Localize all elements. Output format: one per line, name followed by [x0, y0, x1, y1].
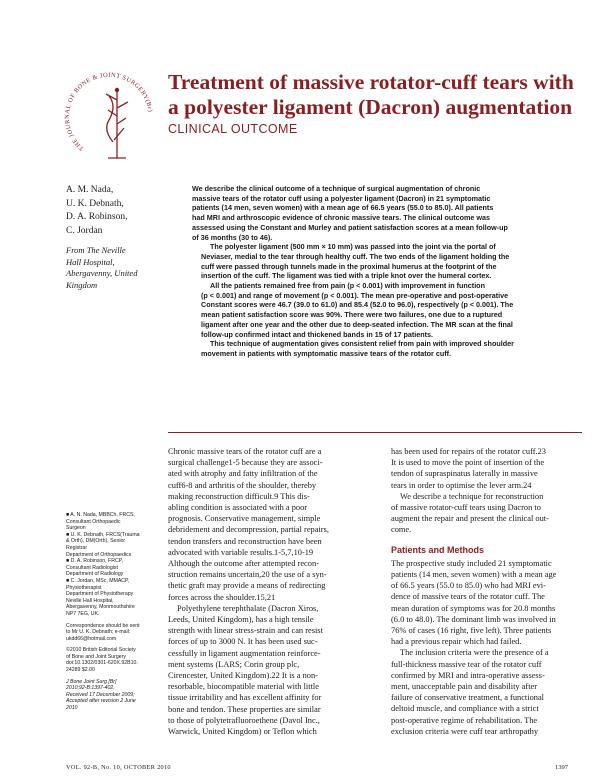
- text-line: augment the repair and present the clinical out-: [391, 514, 549, 524]
- text-line: dence of massive tears of the rotator cuff. The: [391, 592, 545, 602]
- text-line: Cirencester, United Kingdom).22 It is a non-: [168, 671, 318, 681]
- text-line: ©2010 British Editorial Society: [66, 647, 136, 654]
- body-column-left: [168, 446, 364, 737]
- text-line: exclusion criteria were cuff tear arthropathy: [391, 726, 539, 736]
- copyright-block: [66, 647, 158, 673]
- title-line: a polyester ligament (Dacron) augmentation: [168, 95, 573, 119]
- text-line: ment systems (LARS; Corin group plc,: [168, 659, 300, 669]
- text-line: patients (14 men, seven women) with a mean age: [391, 570, 557, 580]
- body-paragraph: [391, 558, 583, 648]
- text-line: advocated with variable results.1-5,7,10-19: [168, 547, 314, 557]
- text-line: bone and tendon. These properties are similar: [168, 704, 321, 714]
- text-line: ligament after one year and the other due to deep-seated infection. The MR scan at the final: [201, 319, 513, 329]
- section-divider: [168, 432, 582, 433]
- text-line: Neviaser, medial to the tear through healthy cuff. The two ends of the ligament holding the: [201, 251, 510, 261]
- text-line: The inclusion criteria were the presence of a: [400, 648, 549, 658]
- text-line: Department of Radiology: [66, 571, 124, 578]
- author-name: C. Jordan: [66, 225, 103, 236]
- text-line: to Mr U. K. Debnath; e-mail:: [66, 629, 131, 636]
- text-line: of 66.5 years (55.0 to 85.0) who had MRI evi-: [391, 581, 546, 591]
- text-line: tears in order to optimise the lever arm.24: [391, 480, 532, 490]
- text-line: (p < 0.001) and range of movement (p < 0.001). The mean pre-operative and post-operative: [201, 290, 509, 300]
- title-line: Treatment of massive rotator-cuff tears with: [168, 70, 574, 94]
- text-line: mean patient satisfaction score was 90%. There were two failures, one due to a ruptured: [201, 310, 503, 320]
- correspondence-block: [66, 623, 158, 643]
- text-line: Warwick, United Kingdom) or Teflon which: [168, 727, 317, 737]
- text-line: We describe a technique for reconstruction: [400, 491, 544, 501]
- affiliation-line: From The Neville: [66, 245, 126, 255]
- text-line: forces of up to 3000 N. It has been used suc-: [168, 637, 318, 647]
- text-line: Although the outcome after attempted recon-: [168, 559, 319, 569]
- citation-block: [66, 679, 158, 712]
- text-line: 76% of cases (16 right, five left). Three patients: [391, 626, 552, 636]
- text-line: All the patients remained free from pain (p < 0.001) with improvement in function: [210, 281, 485, 291]
- text-line: debridement and decompression, partial repairs,: [168, 525, 329, 535]
- body-paragraph: [391, 446, 583, 491]
- text-line: of 36 months (30 to 46).: [192, 232, 273, 242]
- text-line: abling condition is associated with a poor: [168, 503, 308, 513]
- abstract-paragraph: [192, 339, 582, 358]
- text-line: come.: [391, 525, 412, 535]
- text-line: Surgeon: [66, 525, 86, 532]
- abstract-paragraph: [192, 184, 582, 242]
- author-name: D. A. Robinson,: [66, 212, 128, 222]
- abstract-paragraph: [192, 281, 582, 339]
- text-line: resorbable, biocompatible material with little: [168, 682, 319, 692]
- text-line: to those of polytetrafluoroethene (Davol Inc.,: [168, 715, 320, 725]
- author-details-block: [66, 512, 158, 618]
- text-line: cessfully in ligament augmentation reinforce-: [168, 648, 321, 658]
- text-line: This technique of augmentation gives consistent relief from pain with improved shoulder: [210, 339, 514, 349]
- text-line: forces across the shoulder.15,21: [168, 592, 276, 602]
- text-line: of massive rotator-cuff tears using Dacron to: [391, 503, 541, 513]
- journal-volume-info: VOL. 92-B, No. 10, OCTOBER 2010: [66, 764, 171, 771]
- text-line: J Bone Joint Surg [Br]: [66, 678, 117, 685]
- text-line: Department of Physiotherapy: [66, 591, 134, 598]
- text-line: NP7 7EG, UK.: [66, 610, 100, 617]
- text-line: Neville Hall Hospital,: [66, 597, 114, 604]
- text-line: 2010: [66, 705, 78, 712]
- text-line: ated with atrophy and fatty infiltration of the: [168, 469, 318, 479]
- text-line: cuff6-8 and arthritis of the shoulder, thereby: [168, 480, 317, 490]
- body-paragraph: [168, 603, 364, 737]
- author-name: A. M. Nada,: [66, 185, 114, 195]
- text-line: ■ A. N. Nada, MBBCh, FRCS,: [66, 512, 135, 518]
- article-title: [168, 70, 578, 120]
- text-line: mean duration of symptoms was for 20.8 months: [391, 603, 556, 613]
- affiliation-line: Hall Hospital,: [66, 256, 115, 267]
- abstract-paragraph: [192, 242, 582, 281]
- text-line: full-thickness massive tear of the rotator cuff: [391, 659, 542, 669]
- text-line: tendon of supraspinatus laterally in massive: [391, 469, 538, 479]
- page-number: 1397: [555, 764, 568, 771]
- text-line: follow-up confirmed intact and thickened bands in 15 of 17 patients.: [201, 329, 434, 339]
- author-name: U. K. Debnath,: [66, 198, 124, 209]
- text-line: had MRI and arthroscopic evidence of chronic massive tears. The clinical outcome was: [192, 213, 490, 223]
- text-line: ■ D. A. Robinson, FRCP,: [66, 558, 123, 565]
- text-line: Physiotherapist: [66, 584, 102, 591]
- text-line: failure of conservative treatment, a functional: [391, 693, 545, 703]
- text-line: Consultant Radiologist: [66, 564, 118, 571]
- text-line: Received 17 December 2009;: [66, 691, 135, 698]
- body-paragraph: [391, 491, 583, 536]
- text-line: insertion of the cuff. The ligament was tied with a triple knot over the humeral cortex.: [201, 271, 492, 281]
- text-line: Polyethylene terephthalate (Dacron Xiros,: [177, 603, 319, 613]
- text-line: (6.0 to 48.0). The dominant limb was involved in: [391, 614, 556, 624]
- article-subtitle: CLINICAL OUTCOME: [168, 122, 298, 136]
- journal-logo: [62, 70, 162, 170]
- affiliation: [66, 245, 166, 291]
- text-line: struction remains uncertain,20 the use of a syn-: [168, 570, 327, 580]
- text-line: surgical challenge1-5 because they are associ-: [168, 458, 323, 468]
- text-line: ukdd66@hotmail.com: [66, 635, 117, 642]
- abstract: [192, 184, 582, 359]
- section-heading: Patients and Methods: [391, 544, 485, 555]
- text-line: massive tears of the rotator cuff using a polyester ligament (Dacron) in 21 symptomatic: [192, 193, 491, 203]
- text-line: movement in patients with symptomatic massive tears of the rotator cuff.: [201, 348, 452, 358]
- body-paragraph: [391, 647, 583, 737]
- text-line: cuff were passed through tunnels made in the proximal humerus at the footprint of the: [201, 261, 497, 271]
- text-line: doi:10.1302/0301-620X.92B10.: [66, 660, 138, 667]
- text-line: ■ U. K. Debnath, FRCS(Trauma: [66, 531, 140, 538]
- text-line: It is used to move the point of insertion of the: [391, 458, 545, 468]
- text-line: Constant scores were 46.7 (39.0 to 61.0) and 85.4 (52.0 to 96.0), respectively (p < 0.001). The: [201, 300, 514, 310]
- text-line: 24289 $2.00: [66, 667, 95, 674]
- text-line: The prospective study included 21 symptomatic: [391, 558, 552, 568]
- text-line: Chronic massive tears of the rotator cuff are a: [168, 447, 322, 456]
- text-line: Accepted after revision 2 June: [66, 698, 136, 705]
- text-line: Registrar: [66, 544, 88, 551]
- text-line: thetic graft may provide a means of redirecting: [168, 581, 326, 591]
- author-list: [66, 184, 176, 238]
- text-line: tissue irritability and has excellent affinity for: [168, 693, 322, 703]
- text-line: confirmed by MRI and intra-operative assess-: [391, 670, 545, 680]
- text-line: Correspondence should be sent: [66, 622, 140, 629]
- affiliation-line: Kingdom: [66, 279, 98, 290]
- text-line: ■ C. Jordan, MSc, MMACP,: [66, 577, 130, 584]
- text-line: of Bone and Joint Surgery: [66, 653, 126, 660]
- text-line: Department of Orthopaedics: [66, 551, 132, 558]
- text-line: & Orth), DM(Orth), Senior: [66, 538, 126, 545]
- text-line: Leeds, United Kingdom), has a high tensile: [168, 615, 314, 625]
- text-line: Consultant Orthopaedic: [66, 518, 121, 525]
- author-details-sidebar: [66, 512, 158, 717]
- body-paragraph: [168, 446, 364, 603]
- text-line: prognosis. Conservative management, simple: [168, 514, 321, 524]
- text-line: strength with linear stress-strain and can resist: [168, 626, 323, 636]
- text-line: patients (14 men, seven women) with a mean age of 66.5 years (55.0 to 85.0). All patients: [192, 203, 494, 213]
- text-line: had a previous repair which had failed.: [391, 637, 522, 647]
- text-line: tendon transfers and reconstruction have been: [168, 536, 322, 546]
- affiliation-line: Abergavenny, United: [66, 268, 138, 278]
- text-line: ment, unacceptable pain and disability after: [391, 682, 538, 692]
- body-column-right: [391, 446, 583, 737]
- text-line: 2010;92-B:1397-402.: [66, 685, 115, 692]
- text-line: deltoid muscle, and compliance with a strict: [391, 704, 539, 714]
- svg-text:THE JOURNAL OF BONE & JOINT SU: THE JOURNAL OF BONE & JOINT SURGERY(Br): [63, 71, 154, 152]
- text-line: post-operative regime of rehabilitation. The: [391, 715, 538, 725]
- text-line: has been used for repairs of the rotator cuff.23: [391, 447, 546, 456]
- text-line: Abergavenny, Monmouthshire: [66, 604, 135, 611]
- text-line: We describe the clinical outcome of a technique of surgical augmentation of chronic: [192, 184, 481, 193]
- text-line: making reconstruction difficult.9 This dis-: [168, 491, 310, 501]
- text-line: The polyester ligament (500 mm × 10 mm) was passed into the joint via the portal of: [210, 242, 496, 252]
- text-line: assessed using the Constant and Murley and patient satisfaction scores at a mean follow-up: [192, 222, 508, 232]
